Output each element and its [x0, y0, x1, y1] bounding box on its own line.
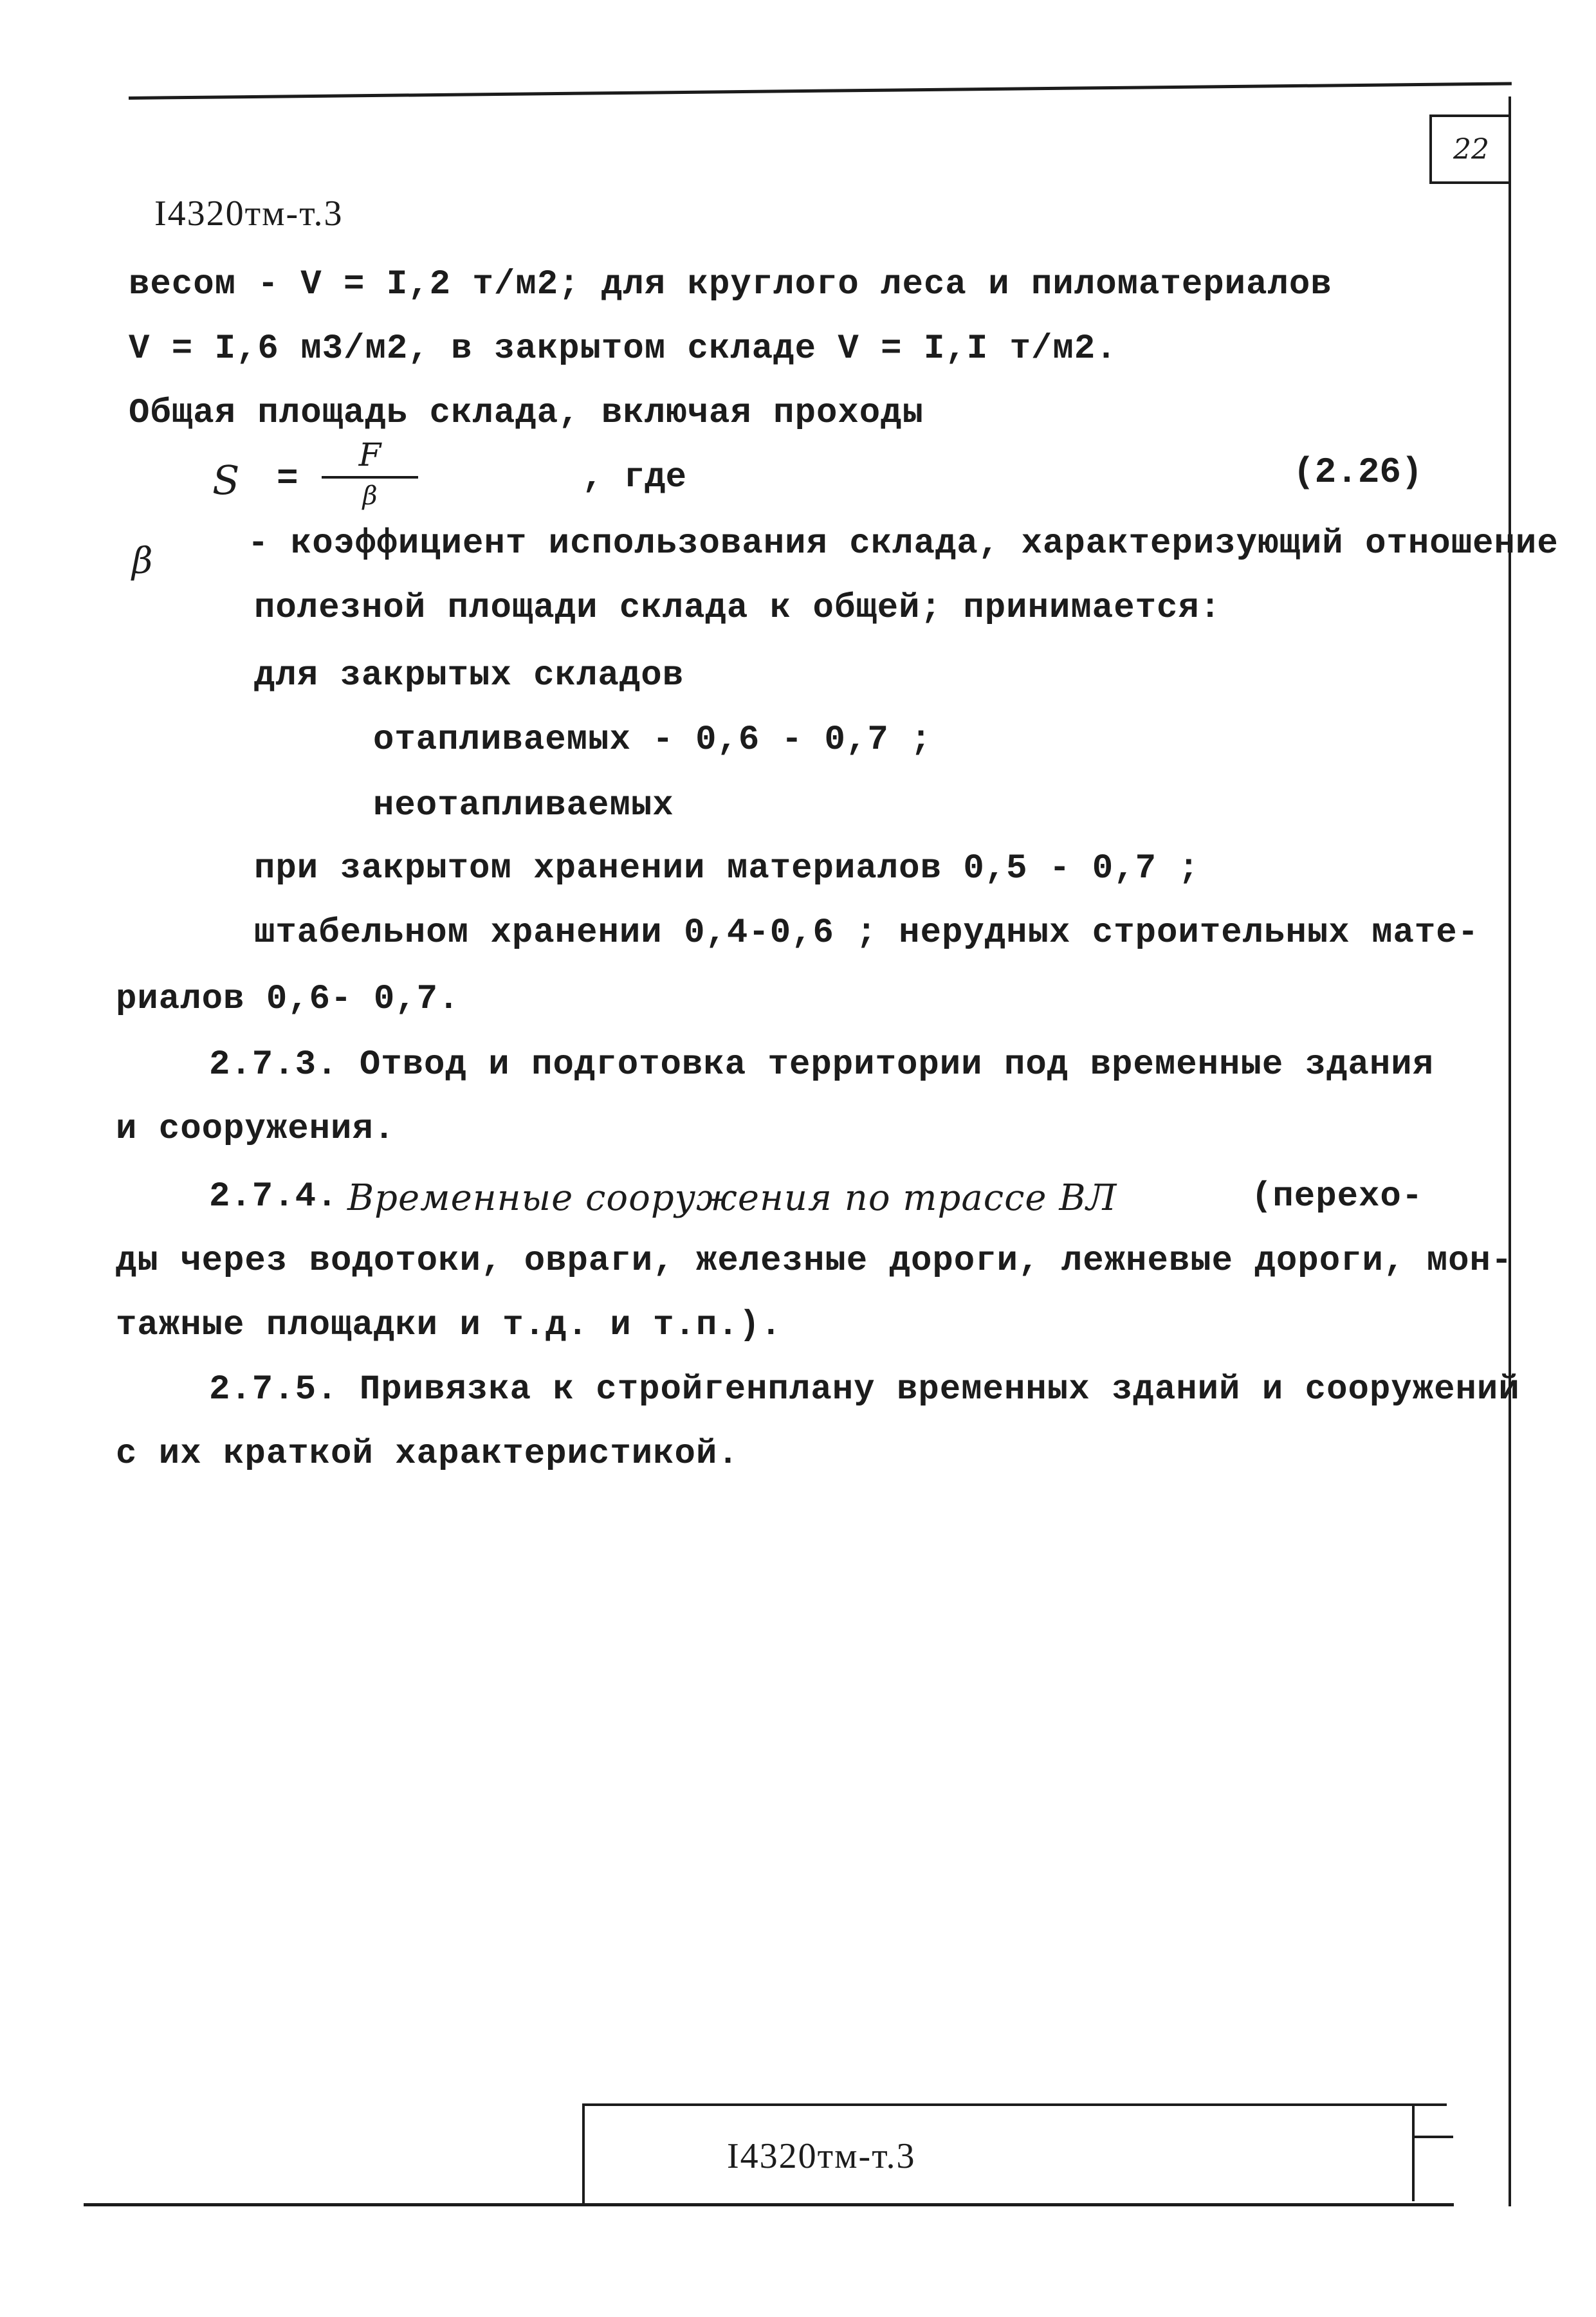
formula-numerator: F	[358, 436, 381, 473]
text-line-13: и сооружения.	[116, 1110, 396, 1149]
text-line-15: ды через водотоки, овраги, железные дороги, лежневые дороги, мон-	[116, 1241, 1513, 1281]
document-code: I4320тм-т.3	[154, 194, 344, 234]
formula-denominator: β	[362, 481, 378, 511]
section-2-7-4-number: 2.7.4.	[209, 1177, 338, 1216]
section-2-7-4-handwritten: Временные сооружения по трассе ВЛ	[347, 1177, 1117, 1219]
text-line-8: неотапливаемых	[373, 786, 674, 825]
text-line-18: с их краткой характеристикой.	[116, 1434, 739, 1474]
text-line-1: весом - V = I,2 т/м2; для круглого леса и пиломатериалов	[129, 265, 1332, 304]
text-line-9: при закрытом хранении материалов 0,5 - 0,7 ;	[254, 849, 1200, 888]
formula-lhs: S	[212, 457, 240, 504]
text-line-6: для закрытых складов	[254, 656, 684, 695]
title-block-code: I4320тм-т.3	[727, 2136, 916, 2176]
frame-bottom-line	[84, 2203, 1454, 2206]
text-line-4: - коэффициент использования склада, характеризующий отношение	[248, 524, 1559, 563]
text-line-7: отапливаемых - 0,6 - 0,7 ;	[373, 720, 932, 760]
text-line-11: риалов 0,6- 0,7.	[116, 980, 460, 1019]
formula-fraction	[322, 436, 418, 511]
page-number: 22	[1429, 114, 1510, 184]
text-line-10: штабельном хранении 0,4-0,6 ; нерудных строительных мате-	[254, 913, 1480, 953]
section-2-7-4-tail: (перехо-	[1251, 1177, 1424, 1216]
text-line-5: полезной площади склада к общей; принимается:	[254, 589, 1222, 628]
section-2-7-5: 2.7.5. Привязка к стройгенплану временных зданий и сооружений	[209, 1370, 1520, 1409]
frame-top-line	[129, 82, 1512, 100]
formula-where: , где	[582, 458, 687, 497]
title-block-cell-line	[1415, 2136, 1453, 2138]
text-line-3: Общая площадь склада, включая проходы	[129, 394, 924, 433]
frame-right-line	[1509, 96, 1511, 2206]
title-block-divider	[1412, 2105, 1415, 2201]
beta-symbol: β	[132, 540, 153, 582]
text-line-16: тажные площадки и т.д. и т.п.).	[116, 1306, 782, 1345]
formula-equals: =	[277, 458, 298, 499]
text-line-2: V = I,6 м3/м2, в закрытом складе V = I,I т/м2.	[129, 329, 1117, 369]
fraction-bar	[322, 476, 418, 479]
section-2-7-3: 2.7.3. Отвод и подготовка территории под временные здания	[209, 1045, 1435, 1085]
title-block	[582, 2103, 1447, 2206]
formula-number: (2.26)	[1293, 452, 1423, 493]
